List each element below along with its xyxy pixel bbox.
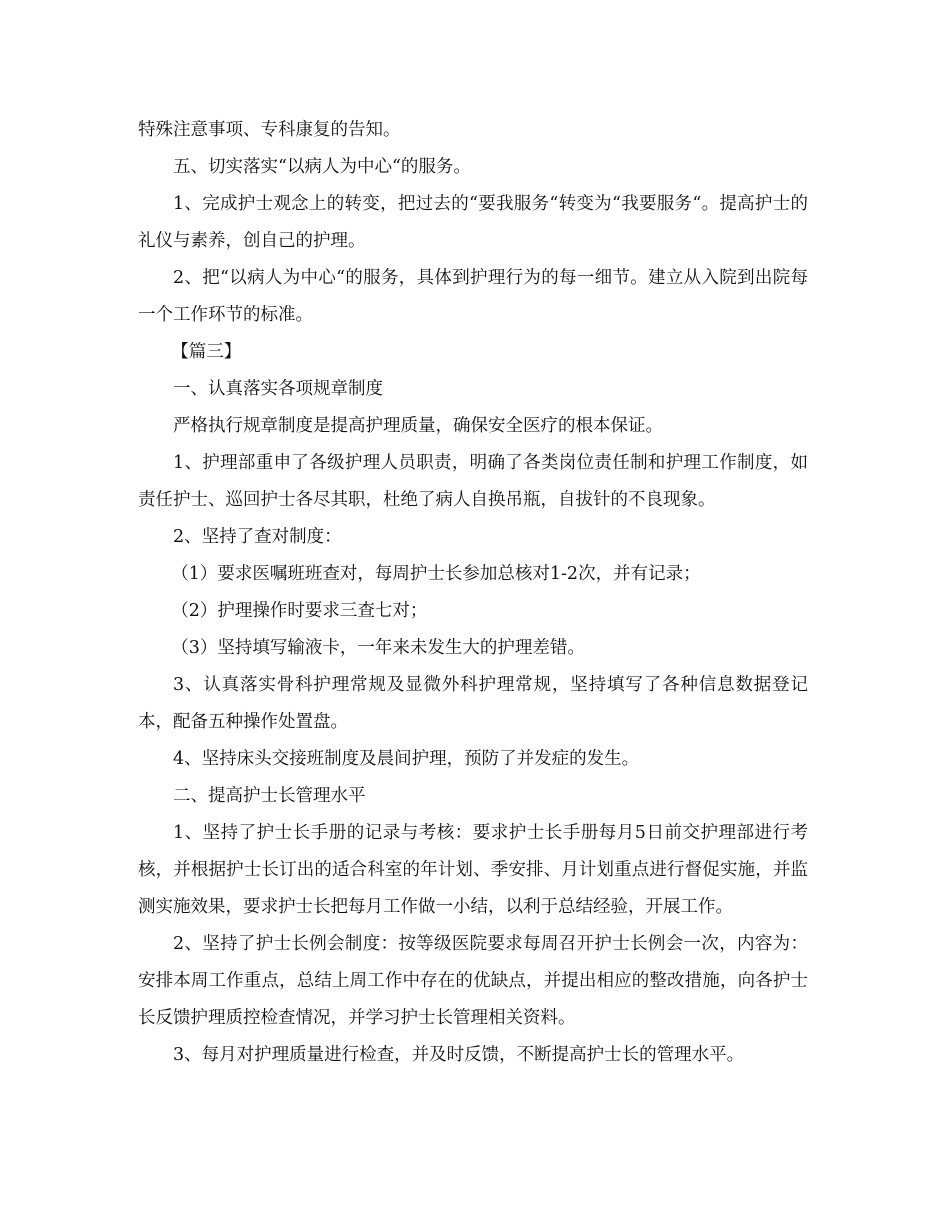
paragraph-item-2: 2、坚持了查对制度： (173, 527, 342, 547)
chapter-heading: 【篇三】 (171, 342, 242, 362)
paragraph-item-2: 2、坚持了护士长例会制度：按等级医院要求每周召开护士长例会一次，内容为：安排本周工作重点，总结上周工作中存在的优缺点，并提出相应的整改措施，向各护士长反馈护理质控检查情况，并学习护士长管理相关资料。 (138, 934, 808, 1028)
sub-item-1: （1）要求医嘱班班查对，每周护士长参加总核对1-2次，并有记录； (171, 564, 701, 584)
sub-item-3: （3）坚持填写输液卡，一年来未发生大的护理差错。 (171, 638, 585, 658)
paragraph-item-1: 1、完成护士观念上的转变，把过去的“要我服务“转变为“我要服务“。提高护士的礼仪与素养，创自己的护理。 (138, 194, 808, 251)
section-heading-five: 五、切实落实“以病人为中心“的服务。 (173, 157, 471, 177)
section-heading-two: 二、提高护士长管理水平 (173, 786, 366, 806)
paragraph-item-1: 1、坚持了护士长手册的记录与考核：要求护士长手册每月5日前交护理部进行考核，并根据护士长订出的适合科室的年计划、季安排、月计划重点进行督促实施，并监测实施效果，要求护士长把每月工作做一小结，以利于总结经验，开展工作。 (138, 823, 808, 917)
paragraph-continuation: 特殊注意事项、专科康复的告知。 (138, 120, 401, 140)
paragraph-item-2: 2、把“以病人为中心“的服务，具体到护理行为的每一细节。建立从入院到出院每一个工作环节的标准。 (138, 268, 808, 325)
section-heading-one: 一、认真落实各项规章制度 (173, 379, 383, 399)
document-body (138, 112, 808, 1074)
paragraph-item-4: 4、坚持床头交接班制度及晨间护理，预防了并发症的发生。 (173, 749, 640, 769)
paragraph-item-1: 1、护理部重申了各级护理人员职责，明确了各类岗位责任制和护理工作制度，如责任护士、巡回护士各尽其职，杜绝了病人自换吊瓶，自拔针的不良现象。 (138, 453, 808, 510)
paragraph-item-3: 3、每月对护理质量进行检查，并及时反馈，不断提高护士长的管理水平。 (173, 1045, 745, 1065)
paragraph-item-3: 3、认真落实骨科护理常规及显微外科护理常规，坚持填写了各种信息数据登记本，配备五种操作处置盘。 (138, 675, 808, 732)
paragraph-intro: 严格执行规章制度是提高护理质量，确保安全医疗的根本保证。 (173, 416, 663, 436)
sub-item-2: （2）护理操作时要求三查七对； (171, 601, 428, 621)
